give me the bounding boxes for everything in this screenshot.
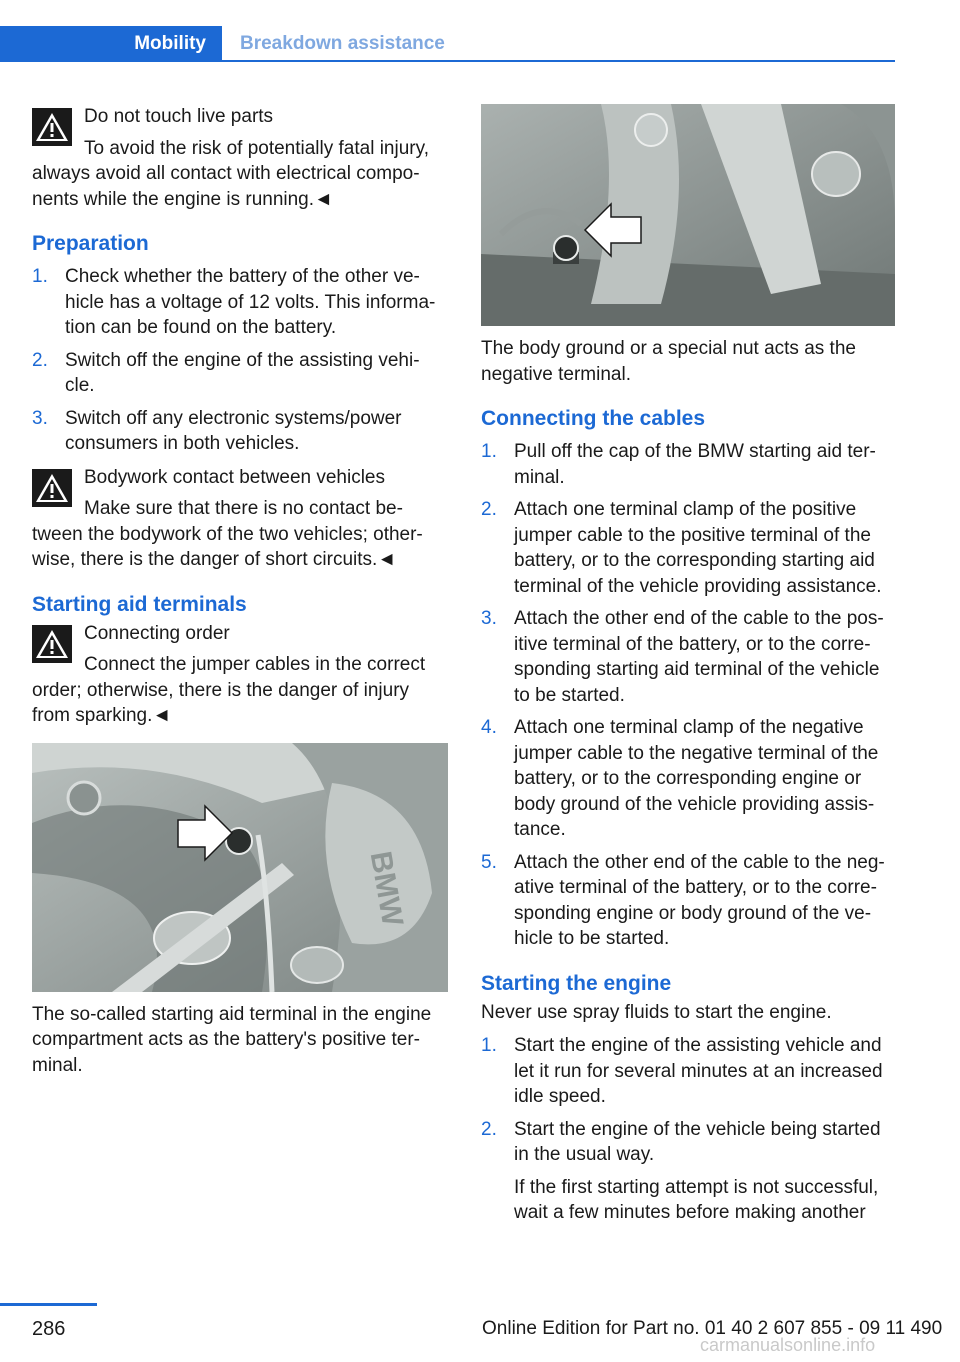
engine-bay-illustration (32, 743, 448, 992)
starting-heading: Starting the engine (481, 971, 672, 995)
page-header (0, 26, 895, 62)
edition-note: Online Edition for Part no. 01 40 2 607 855 - 09 11 490 (482, 1318, 943, 1339)
step-number: 5. (481, 851, 497, 873)
header-rule (0, 60, 895, 62)
list-item (481, 1033, 895, 1110)
body-ground-illustration (481, 104, 895, 326)
step-number: 4. (481, 717, 497, 738)
positive-terminal-caption: The so-called starting aid terminal in the engine compartment acts as the battery's positive ter-minal. (32, 1003, 432, 1076)
step-text: Start the engine of the assisting vehicle and let it run for several minutes at an increased idle speed. (514, 1035, 883, 1107)
step-text: Attach the other end of the cable to the pos-itive terminal of the battery, or to the corre-sponding starting aid terminal of the vehicle to be started. (514, 608, 884, 706)
warning-triangle-icon (32, 469, 72, 507)
terminals-heading: Starting aid terminals (32, 592, 247, 616)
step-text: Attach one terminal clamp of the negative jumper cable to the negative terminal of the battery, or to the corresponding engine or body ground of the vehicle providing assis-tance. (514, 717, 879, 840)
left-column (32, 104, 448, 1078)
negative-terminal-photo (481, 104, 895, 326)
connecting-steps (481, 439, 895, 952)
positive-terminal-photo (32, 743, 448, 992)
connecting-heading: Connecting the cables (481, 407, 706, 430)
footer-rule (0, 1303, 97, 1306)
starting-steps (481, 1033, 895, 1226)
step-text: Attach one terminal clamp of the positive jumper cable to the positive terminal of the battery, or to the corresponding starting aid terminal of the vehicle providing assistance. (514, 499, 882, 597)
right-column (481, 104, 895, 1234)
list-item (32, 406, 448, 457)
step-number: 2. (481, 1118, 497, 1140)
step-number: 1. (481, 441, 497, 462)
step-text: Switch off any electronic systems/power consumers in both vehicles. (65, 407, 402, 454)
warning-text: Make sure that there is no contact be-tween the bodywork of the two vehicles; other-wise, there is the danger of short circuits.◄ (32, 498, 423, 570)
warning-live-parts (32, 104, 448, 212)
starting-intro: Never use spray fluids to start the engine. (481, 1001, 832, 1023)
list-item (32, 264, 448, 341)
preparation-steps (32, 264, 448, 457)
step-text: Pull off the cap of the BMW starting aid ter-minal. (514, 441, 876, 488)
step-number: 3. (481, 608, 497, 629)
warning-triangle-icon (32, 625, 72, 663)
preparation-heading: Preparation (32, 232, 149, 255)
step-text: Switch off the engine of the assisting vehi-cle. (65, 349, 420, 396)
section-tab: Mobility (0, 26, 222, 62)
list-item (32, 348, 448, 399)
warning-title: Bodywork contact between vehicles (84, 466, 385, 488)
warning-bodywork-contact (32, 465, 448, 573)
step-number: 1. (481, 1035, 497, 1056)
step-text: Check whether the battery of the other ve-hicle has a voltage of 12 volts. This informa-tion can be found on the battery. (65, 266, 436, 338)
list-item (481, 715, 895, 843)
list-item (481, 439, 895, 490)
list-item (481, 850, 895, 952)
watermark: carmanualsonline.info (700, 1335, 876, 1355)
list-item (481, 1117, 895, 1226)
list-item (481, 497, 895, 599)
warning-title: Connecting order (84, 622, 230, 644)
warning-triangle-icon (32, 108, 72, 146)
bmw-engine-cover-text: BMW (363, 848, 410, 928)
step-number: 3. (32, 407, 48, 429)
step-subtext: If the first starting attempt is not successful, wait a few minutes before making another (514, 1176, 879, 1223)
warning-text: Connect the jumper cables in the correct order; otherwise, there is the danger of injury from sparking.◄ (32, 654, 426, 726)
step-number: 2. (481, 499, 497, 520)
warning-text: To avoid the risk of potentially fatal injury, always avoid all contact with electrical compo-nents while the engine is running.◄ (32, 137, 429, 210)
list-item (481, 606, 895, 708)
step-number: 1. (32, 266, 48, 287)
warning-title: Do not touch live parts (84, 106, 274, 127)
warning-connecting-order (32, 621, 448, 729)
step-number: 2. (32, 349, 48, 371)
negative-terminal-caption: The body ground or a special nut acts as the negative terminal. (481, 338, 856, 385)
step-text: Start the engine of the vehicle being started in the usual way. (514, 1118, 881, 1165)
chapter-tab: Breakdown assistance (240, 33, 445, 54)
page-number: 286 (32, 1318, 66, 1340)
step-text: Attach the other end of the cable to the neg-ative terminal of the battery, or to the corre-sponding engine or body ground of the ve-hicle to be started. (514, 851, 885, 949)
